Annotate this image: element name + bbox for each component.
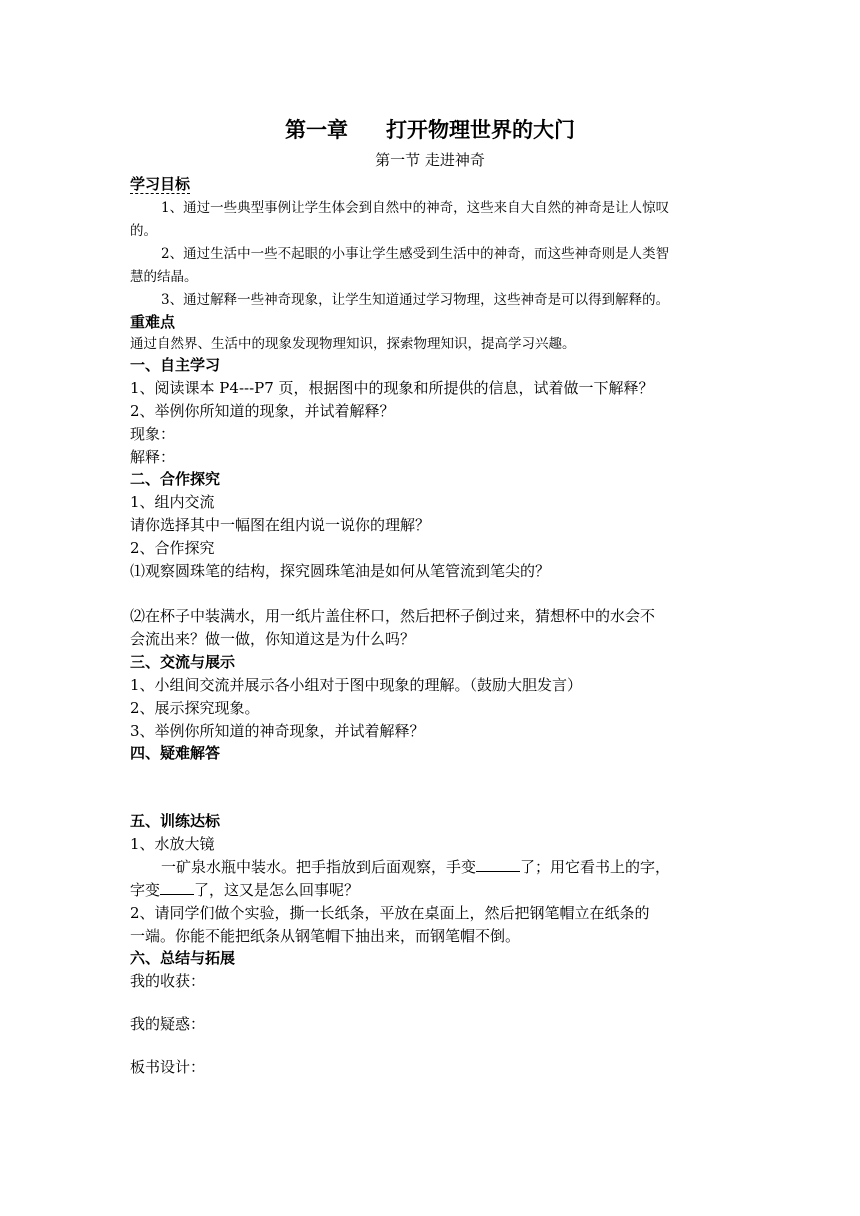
objectives-heading: 学习目标 (130, 175, 191, 193)
section-subtitle: 第一节 走进神奇 (375, 151, 485, 169)
section5-sub-2-line2: 一端。你能不能把纸条从钢笔帽下抽出来，而钢笔帽不倒。 (130, 927, 521, 945)
objective-2-line1: 2、通过生活中一些不起眼的小事让学生感受到生活中的神奇，而这些神奇则是人类智 (161, 246, 670, 262)
chapter-name: 打开物理世界的大门 (386, 118, 575, 142)
section3-question-1: 1、小组间交流并展示各小组对于图中现象的理解。（鼓励大胆发言） (130, 676, 583, 694)
section3-question-2: 2、展示探究现象。 (130, 699, 260, 717)
objective-2-line2: 慧的结晶。 (130, 269, 198, 285)
key-points-heading: 重难点 (130, 313, 176, 331)
section2-sub-1-text: 请你选择其中一幅图在组内说一说你的理解？ (130, 516, 431, 534)
section1-question-2: 2、举例你所知道的现象，并试着解释？ (130, 402, 395, 420)
answer-blank-1 (476, 857, 520, 872)
section2-item-2-line2: 会流出来？做一做，你知道这是为什么吗？ (130, 630, 416, 648)
section5-sub-1-line2: 字变 了，这又是怎么回事呢？ (130, 881, 360, 899)
section1-question-1: 1、阅读课本 P4---P7 页，根据图中的现象和所提供的信息，试着做一下解释？ (130, 379, 654, 397)
objective-1-line1: 1、通过一些典型事例让学生体会到自然中的神奇，这些来自大自然的神奇是让人惊叹 (161, 200, 670, 216)
section5-heading: 五、训练达标 (130, 812, 221, 830)
section5-sub-1: 1、水放大镜 (130, 835, 215, 853)
section2-item-1: ⑴观察圆珠笔的结构，探究圆珠笔油是如何从笔管流到笔尖的？ (130, 562, 551, 580)
section3-question-3: 3、举例你所知道的神奇现象，并试着解释？ (130, 722, 425, 740)
objective-3: 3、通过解释一些神奇现象，让学生知道通过学习物理，这些神奇是可以得到解释的。 (161, 292, 670, 308)
section1-heading: 一、自主学习 (130, 356, 221, 374)
explanation-label: 解释： (130, 448, 176, 466)
section5-sub-2-line1: 2、请同学们做个实验，撕一长纸条，平放在桌面上，然后把钢笔帽立在纸条的 (130, 904, 650, 922)
page-title (0, 116, 860, 144)
key-points-text: 通过自然界、生活中的现象发现物理知识，探索物理知识，提高学习兴趣。 (130, 336, 576, 352)
section2-item-2-line1: ⑵在杯子中装满水，用一纸片盖住杯口，然后把杯子倒过来，猜想杯中的水会不 (130, 607, 656, 625)
doubt-label: 我的疑惑： (130, 1015, 206, 1033)
phenomenon-label: 现象： (130, 425, 176, 443)
section3-heading: 三、交流与展示 (130, 653, 236, 671)
answer-blank-2 (160, 880, 194, 895)
board-design-label: 板书设计： (130, 1058, 206, 1076)
section2-sub-1: 1、组内交流 (130, 493, 215, 511)
section2-heading: 二、合作探究 (130, 470, 221, 488)
objective-1-line2: 的。 (130, 223, 157, 239)
gain-label: 我的收获： (130, 972, 206, 990)
section2-sub-2: 2、合作探究 (130, 539, 215, 557)
section6-heading: 六、总结与拓展 (130, 949, 236, 967)
section5-sub-1-line1: 一矿泉水瓶中装水。把手指放到后面观察，手变 了；用它看书上的字， (161, 858, 671, 876)
section4-heading: 四、疑难解答 (130, 744, 221, 762)
chapter-number: 第一章 (285, 118, 348, 142)
